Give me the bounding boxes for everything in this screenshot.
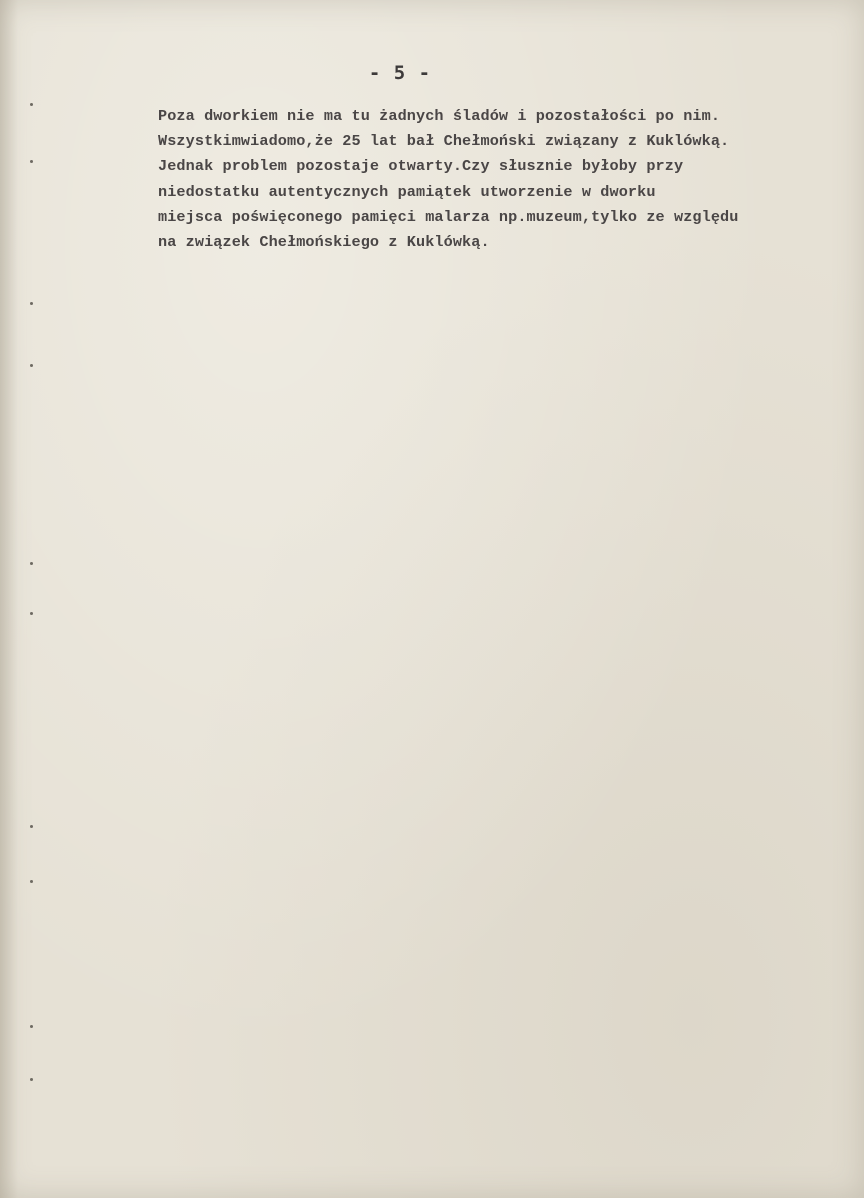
binding-hole-mark [30, 880, 33, 883]
text-line: niedostatku autentycznych pamiątek utworzenie w dworku [158, 182, 656, 201]
binding-hole-mark [30, 825, 33, 828]
binding-hole-mark [30, 302, 33, 305]
binding-hole-mark [30, 612, 33, 615]
text-line: na związek Chełmońskiego z Kuklówką. [158, 233, 490, 252]
binding-hole-mark [30, 1025, 33, 1028]
page-edge-shadow [0, 0, 18, 1198]
text-line: miejsca poświęconego pamięci malarza np.muzeum,tylko ze względu [158, 207, 739, 226]
binding-hole-mark [30, 103, 33, 106]
text-line: Jednak problem pozostaje otwarty.Czy słusznie byłoby przy [158, 157, 684, 176]
binding-hole-mark [30, 364, 33, 367]
binding-hole-mark [30, 1078, 33, 1081]
binding-hole-mark [30, 562, 33, 565]
page-number: - 5 - [368, 62, 432, 84]
binding-hole-mark [30, 160, 33, 163]
typewritten-paragraph [158, 104, 858, 255]
text-line: Wszystkimwiadomo,że 25 lat bał Chełmoński związany z Kuklówką. [158, 132, 730, 151]
text-line: Poza dworkiem nie ma tu żadnych śladów i pozostałości po nim. [158, 107, 721, 125]
